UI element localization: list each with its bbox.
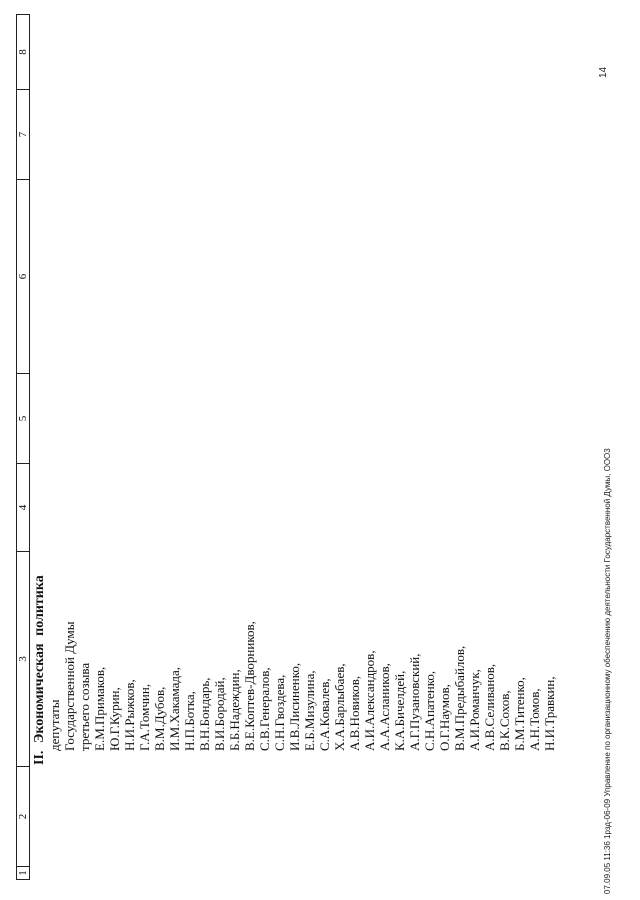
- intro-line: Государственной Думы: [62, 621, 77, 751]
- deputy-name: И.В.Лисиненко,: [287, 662, 302, 751]
- deputy-name: В.М.Предыбайлов,: [452, 645, 467, 751]
- page-number: 14: [598, 66, 609, 78]
- deputy-name: В.Е.Коптев-Дворников,: [242, 621, 257, 751]
- deputy-name: Г.А.Томчин,: [137, 683, 152, 751]
- table-header-cell: 2: [16, 767, 30, 867]
- deputy-name: О.Г.Наумов,: [437, 684, 452, 751]
- deputy-name: В.М.Дубов,: [152, 686, 167, 751]
- deputy-name: Е.М.Примаков,: [92, 666, 107, 751]
- deputy-name: Б.Б.Надеждин,: [227, 669, 242, 751]
- deputy-name: К.А.Бичелдей,: [392, 670, 407, 751]
- deputy-list: [92, 465, 557, 765]
- deputy-name: Х.А.Барлыбаев,: [332, 663, 347, 751]
- deputy-name: В.И.Бородай,: [212, 677, 227, 751]
- deputy-name: А.А.Аслаников,: [377, 663, 392, 751]
- table-header-cell: 4: [16, 464, 30, 552]
- deputy-name: А.И.Романчук,: [467, 669, 482, 751]
- section-content: [32, 465, 557, 765]
- section-intro: [47, 465, 92, 765]
- deputy-name: Н.И.Рыжков,: [122, 679, 137, 751]
- section-title: II. Экономическая политика: [32, 575, 47, 765]
- deputy-name: Б.М.Титенко,: [512, 677, 527, 751]
- footer-text: 07.09.05 11:36 1рзд-06-09 Управление по организационному обеспечению деятельности Государственной Думы, ООО3: [603, 448, 612, 894]
- deputy-name: С.Н.Апатенко,: [422, 670, 437, 751]
- deputy-name: Н.П.Ботка,: [182, 691, 197, 751]
- deputy-name: Ю.Г.Курин,: [107, 687, 122, 751]
- deputy-name: Н.И.Травкин,: [542, 676, 557, 751]
- deputy-name: И.М.Хакамада,: [167, 666, 182, 751]
- table-header-cell: 8: [16, 14, 30, 90]
- deputy-name: С.А.Ковалев,: [317, 678, 332, 751]
- deputy-name: А.И.Александров,: [362, 650, 377, 751]
- intro-line: депутаты: [47, 699, 62, 751]
- table-header-cell: 7: [16, 90, 30, 180]
- deputy-name: А.В.Новиков,: [347, 675, 362, 751]
- deputy-name: А.Г.Пузановский,: [407, 653, 422, 751]
- deputy-name: А.В.Селиванов,: [482, 663, 497, 751]
- table-header-cell: 5: [16, 374, 30, 464]
- deputy-name: В.К.Сохов,: [497, 690, 512, 751]
- deputy-name: А.Н.Томов,: [527, 688, 542, 751]
- intro-line: третьего созыва: [77, 662, 92, 751]
- table-header-cell: 3: [16, 552, 30, 767]
- table-header-cell: 6: [16, 180, 30, 374]
- table-header-cell: 1: [16, 867, 30, 880]
- deputy-name: В.Н.Бондарь,: [197, 677, 212, 751]
- deputy-name: Е.Б.Мизулина,: [302, 670, 317, 751]
- deputy-name: С.Н.Гвоздева,: [272, 674, 287, 751]
- deputy-name: С.В.Генералов,: [257, 667, 272, 751]
